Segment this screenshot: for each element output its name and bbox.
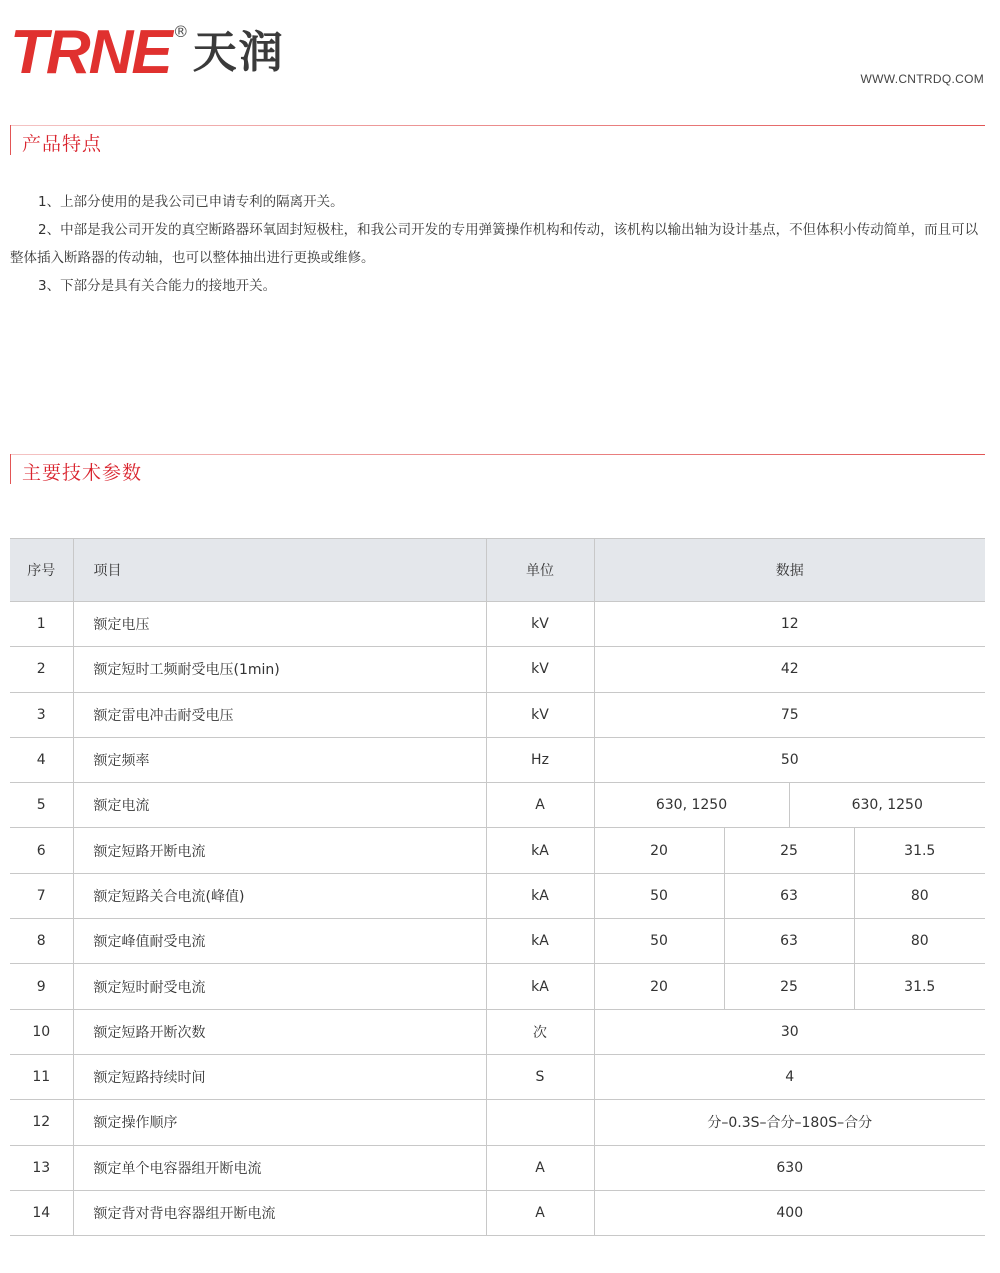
header-data: 数据 — [594, 539, 985, 602]
row-no: 2 — [10, 647, 73, 692]
row-value: 分–0.3S–合分–180S–合分 — [594, 1100, 985, 1145]
section-divider — [10, 454, 985, 455]
table-row — [10, 1054, 985, 1099]
row-unit: kA — [486, 828, 594, 873]
row-item: 额定电压 — [73, 602, 486, 647]
row-no: 12 — [10, 1100, 73, 1145]
row-value: 63 — [724, 919, 854, 964]
header-unit: 单位 — [486, 539, 594, 602]
row-value: 50 — [594, 919, 724, 964]
specs-section-header — [10, 454, 985, 484]
specs-title: 主要技术参数 — [22, 462, 143, 484]
row-unit: 次 — [486, 1009, 594, 1054]
table-row — [10, 828, 985, 873]
row-no: 6 — [10, 828, 73, 873]
row-no: 11 — [10, 1054, 73, 1099]
table-row — [10, 1145, 985, 1190]
row-item: 额定操作顺序 — [73, 1100, 486, 1145]
row-item: 额定短路开断次数 — [73, 1009, 486, 1054]
row-no: 5 — [10, 783, 73, 828]
row-no: 7 — [10, 873, 73, 918]
row-value: 12 — [594, 602, 985, 647]
table-row — [10, 647, 985, 692]
row-value: 63 — [724, 873, 854, 918]
table-row — [10, 873, 985, 918]
row-item: 额定短时工频耐受电压(1min) — [73, 647, 486, 692]
row-item: 额定背对背电容器组开断电流 — [73, 1190, 486, 1235]
row-unit: kV — [486, 647, 594, 692]
row-unit: kA — [486, 873, 594, 918]
feature-item: 3、下部分是具有关合能力的接地开关。 — [38, 278, 277, 294]
row-value: 20 — [594, 964, 724, 1009]
brand-cn-name: 天润 — [192, 27, 285, 78]
registered-mark: ® — [172, 22, 189, 41]
row-unit: A — [486, 783, 594, 828]
row-unit — [486, 1100, 594, 1145]
table-row — [10, 1190, 985, 1235]
row-item: 额定短时耐受电流 — [73, 964, 486, 1009]
page-header — [0, 0, 1000, 110]
row-value: 4 — [594, 1054, 985, 1099]
row-value: 50 — [594, 873, 724, 918]
row-item: 额定短路关合电流(峰值) — [73, 873, 486, 918]
table-row — [10, 737, 985, 782]
row-value: 25 — [724, 828, 854, 873]
table-row — [10, 1100, 985, 1145]
row-value: 80 — [854, 873, 985, 918]
row-value: 42 — [594, 647, 985, 692]
row-unit: kA — [486, 919, 594, 964]
row-no: 1 — [10, 602, 73, 647]
row-value: 20 — [594, 828, 724, 873]
row-unit: A — [486, 1190, 594, 1235]
feature-item: 1、上部分使用的是我公司已申请专利的隔离开关。 — [38, 194, 344, 210]
features-section-header — [10, 125, 985, 155]
row-no: 3 — [10, 692, 73, 737]
row-item: 额定短路持续时间 — [73, 1054, 486, 1099]
row-value: 31.5 — [854, 828, 985, 873]
table-header-row — [10, 539, 985, 602]
row-value: 25 — [724, 964, 854, 1009]
table-row — [10, 783, 985, 828]
table-row — [10, 692, 985, 737]
section-accent-bar — [10, 125, 11, 155]
row-unit: kV — [486, 602, 594, 647]
row-value: 30 — [594, 1009, 985, 1054]
row-no: 9 — [10, 964, 73, 1009]
section-divider — [10, 125, 985, 126]
row-unit: Hz — [486, 737, 594, 782]
row-item: 额定短路开断电流 — [73, 828, 486, 873]
table-row — [10, 919, 985, 964]
row-unit: S — [486, 1054, 594, 1099]
website-url: WWW.CNTRDQ.COM — [860, 72, 984, 86]
brand-logo — [10, 18, 285, 87]
row-no: 13 — [10, 1145, 73, 1190]
row-item: 额定峰值耐受电流 — [73, 919, 486, 964]
feature-item: 2、中部是我公司开发的真空断路器环氧固封短极柱，和我公司开发的专用弹簧操作机构和传动，该机构以输出轴为设计基点，不但体积小传动简单，而且可以整体插入断路器的传动轴，也可以整体抽出进行更换或维修。 — [10, 222, 979, 266]
row-value: 400 — [594, 1190, 985, 1235]
row-value: 50 — [594, 737, 985, 782]
features-title: 产品特点 — [22, 133, 103, 155]
row-value: 75 — [594, 692, 985, 737]
logo-text: TRNE — [10, 18, 171, 87]
row-item: 额定雷电冲击耐受电压 — [73, 692, 486, 737]
row-no: 14 — [10, 1190, 73, 1235]
row-no: 8 — [10, 919, 73, 964]
row-item: 额定电流 — [73, 783, 486, 828]
section-accent-bar — [10, 454, 11, 484]
features-list — [10, 188, 988, 300]
row-value: 630, 1250 — [594, 783, 789, 828]
row-item: 额定频率 — [73, 737, 486, 782]
table-row — [10, 602, 985, 647]
row-value: 80 — [854, 919, 985, 964]
row-item: 额定单个电容器组开断电流 — [73, 1145, 486, 1190]
row-value: 630 — [594, 1145, 985, 1190]
table-row — [10, 1009, 985, 1054]
row-unit: kV — [486, 692, 594, 737]
header-item: 项目 — [73, 539, 486, 602]
row-unit: A — [486, 1145, 594, 1190]
row-unit: kA — [486, 964, 594, 1009]
row-no: 10 — [10, 1009, 73, 1054]
row-value: 31.5 — [854, 964, 985, 1009]
row-value: 630, 1250 — [789, 783, 985, 828]
header-no: 序号 — [10, 539, 73, 602]
row-no: 4 — [10, 737, 73, 782]
table-row — [10, 964, 985, 1009]
spec-table — [10, 538, 985, 1236]
